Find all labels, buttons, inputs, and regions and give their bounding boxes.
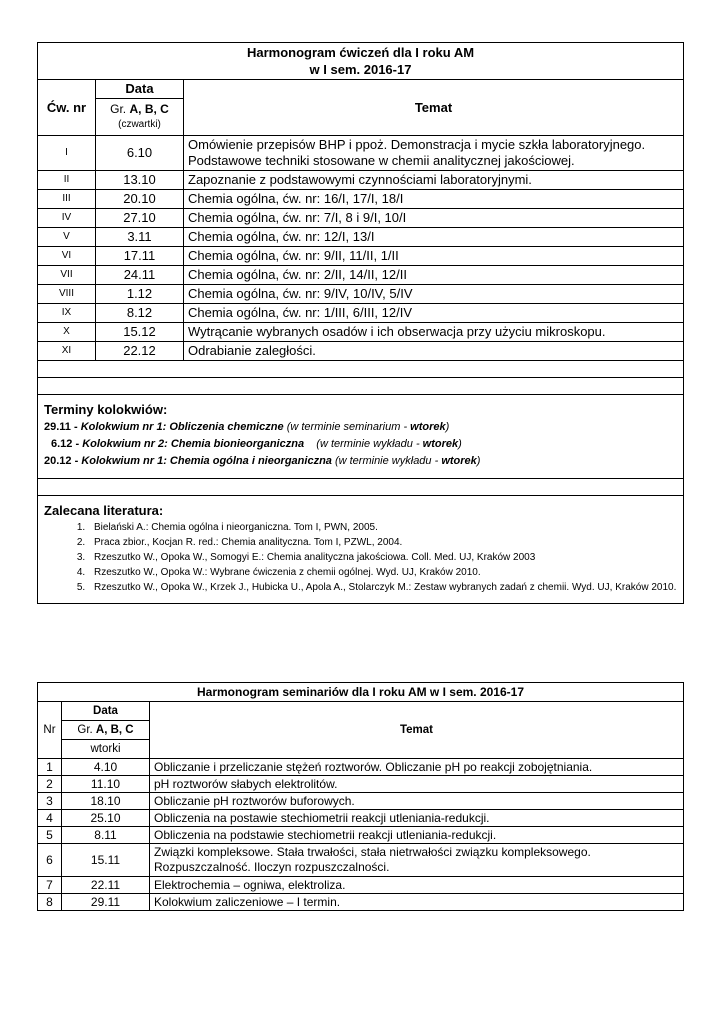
- group-note: (czwartki): [118, 118, 161, 130]
- exercise-row: [38, 247, 684, 266]
- literature-list: [44, 520, 677, 595]
- spacer-row: [38, 361, 684, 378]
- colloquium-item: [44, 453, 677, 470]
- exercise-row: [38, 266, 684, 285]
- exercise-topic: Chemia ogólna, ćw. nr: 12/I, 13/I: [184, 228, 684, 247]
- seminar-date: 8.11: [62, 827, 150, 844]
- colloquium-day: wtorek: [410, 421, 446, 433]
- exercise-nr: XI: [38, 342, 96, 361]
- sem-col-header-weekday: wtorki: [62, 740, 150, 759]
- seminar-nr: 8: [38, 894, 62, 911]
- seminars-rows: [38, 759, 684, 911]
- seminar-nr: 6: [38, 844, 62, 877]
- exercise-row: [38, 304, 684, 323]
- colloquium-note-close: ): [445, 421, 450, 433]
- colloquia-section: [38, 395, 684, 479]
- colloquium-note: (w terminie seminarium -: [283, 421, 411, 433]
- exercise-date: 13.10: [96, 171, 184, 190]
- exercise-nr: VII: [38, 266, 96, 285]
- col-header-nr-label: Ćw. nr: [46, 99, 87, 115]
- exercise-row: [38, 136, 684, 171]
- exercise-date: 6.10: [96, 136, 184, 171]
- seminar-nr: 3: [38, 793, 62, 810]
- seminar-row: [38, 776, 684, 793]
- literature-item: 4. Rzeszutko W., Opoka W.: Wybrane ćwiczenia z chemii ogólnej. Wyd. UJ, Kraków 2010.: [88, 565, 677, 580]
- exercise-row: [38, 209, 684, 228]
- sem-col-header-nr: Nr: [38, 702, 62, 759]
- exercise-nr: IX: [38, 304, 96, 323]
- exercises-schedule-table: [37, 42, 684, 604]
- exercise-topic: Odrabianie zaległości.: [184, 342, 684, 361]
- sem-group-letters: A, B, C: [95, 723, 134, 736]
- exercise-date: 24.11: [96, 266, 184, 285]
- exercise-row: [38, 342, 684, 361]
- seminar-date: 29.11: [62, 894, 150, 911]
- exercises-rows: [38, 136, 684, 361]
- seminar-nr: 1: [38, 759, 62, 776]
- seminar-topic: Obliczenia na podstawie stechiometrii reakcji utleniania-redukcji.: [150, 827, 684, 844]
- seminar-date: 4.10: [62, 759, 150, 776]
- colloquium-dash: -: [71, 455, 82, 467]
- seminar-topic: Obliczanie i przeliczanie stężeń roztworów. Obliczanie pH po reakcji zobojętniania.: [150, 759, 684, 776]
- seminar-date: 25.10: [62, 810, 150, 827]
- spacer-row: [38, 378, 684, 395]
- exercises-title-line2: w I sem. 2016-17: [309, 62, 412, 77]
- colloquium-note: (w terminie wykładu -: [331, 455, 442, 467]
- colloquium-day: wtorek: [441, 455, 477, 467]
- seminar-row: [38, 810, 684, 827]
- seminar-row: [38, 844, 684, 877]
- colloquia-heading: Terminy kolokwiów:: [44, 402, 168, 417]
- exercise-topic: Chemia ogólna, ćw. nr: 16/I, 17/I, 18/I: [184, 190, 684, 209]
- exercise-topic: Wytrącanie wybranych osadów i ich obserwacja przy użyciu mikroskopu.: [184, 323, 684, 342]
- exercise-date: 27.10: [96, 209, 184, 228]
- seminar-topic: Obliczenia na postawie stechiometrii reakcji utleniania-redukcji.: [150, 810, 684, 827]
- exercise-topic: Chemia ogólna, ćw. nr: 7/I, 8 i 9/I, 10/I: [184, 209, 684, 228]
- exercise-nr: VI: [38, 247, 96, 266]
- exercise-row: [38, 190, 684, 209]
- sem-col-header-topic: Temat: [150, 702, 684, 759]
- exercises-title-line1: Harmonogram ćwiczeń dla I roku AM: [246, 45, 475, 60]
- exercise-topic: Chemia ogólna, ćw. nr: 9/II, 11/II, 1/II: [184, 247, 684, 266]
- colloquium-dash: -: [72, 438, 83, 450]
- colloquium-note-close: ): [476, 455, 481, 467]
- seminars-schedule-table: [37, 682, 684, 911]
- seminar-date: 15.11: [62, 844, 150, 877]
- exercise-date: 15.12: [96, 323, 184, 342]
- seminar-date: 18.10: [62, 793, 150, 810]
- seminar-topic: pH roztworów słabych elektrolitów.: [150, 776, 684, 793]
- literature-section: [38, 496, 684, 604]
- seminar-nr: 7: [38, 877, 62, 894]
- colloquium-dash: -: [70, 421, 81, 433]
- sem-col-header-data: Data: [62, 702, 150, 721]
- col-header-nr: [38, 80, 96, 136]
- exercise-nr: VIII: [38, 285, 96, 304]
- colloquium-name: Kolokwium nr 1: Obliczenia chemiczne: [80, 421, 284, 433]
- colloquium-name: Kolokwium nr 2: Chemia bionieorganiczna: [82, 438, 305, 450]
- seminar-nr: 4: [38, 810, 62, 827]
- seminar-row: [38, 894, 684, 911]
- exercise-row: [38, 285, 684, 304]
- exercise-topic: Omówienie przepisów BHP i ppoż. Demonstracja i mycie szkła laboratoryjnego. Podstawowe techniki stosowane w chemii analitycznej jakościowej.: [184, 136, 684, 171]
- seminars-title: Harmonogram seminariów dla I roku AM w I sem. 2016-17: [38, 683, 684, 702]
- colloquium-item: [44, 436, 677, 453]
- colloquium-day: wtorek: [422, 438, 459, 450]
- group-letters: A, B, C: [129, 101, 169, 116]
- colloquium-item: [44, 419, 677, 436]
- seminar-date: 22.11: [62, 877, 150, 894]
- exercise-row: [38, 228, 684, 247]
- sem-col-header-group: [62, 721, 150, 740]
- seminar-row: [38, 827, 684, 844]
- col-header-data: Data: [96, 80, 184, 99]
- colloquium-date: 29.11: [44, 421, 71, 433]
- spacer-row: [38, 479, 684, 496]
- exercise-topic: Chemia ogólna, ćw. nr: 1/III, 6/III, 12/IV: [184, 304, 684, 323]
- literature-item: 2. Praca zbior., Kocjan R. red.: Chemia analityczna. Tom I, PZWL, 2004.: [88, 535, 677, 550]
- literature-item: 1. Bielański A.: Chemia ogólna i nieorganiczna. Tom I, PWN, 2005.: [88, 520, 677, 535]
- exercise-nr: X: [38, 323, 96, 342]
- colloquia-list: [44, 419, 677, 470]
- exercise-nr: I: [38, 136, 96, 171]
- colloquium-note-close: ): [458, 438, 462, 450]
- seminar-topic: Elektrochemia – ogniwa, elektroliza.: [150, 877, 684, 894]
- exercise-row: [38, 171, 684, 190]
- exercise-nr: III: [38, 190, 96, 209]
- exercise-date: 20.10: [96, 190, 184, 209]
- exercise-topic: Chemia ogólna, ćw. nr: 9/IV, 10/IV, 5/IV: [184, 285, 684, 304]
- col-header-group: [96, 99, 184, 136]
- colloquium-date: 6.12: [51, 438, 73, 450]
- seminar-date: 11.10: [62, 776, 150, 793]
- seminar-row: [38, 759, 684, 776]
- exercises-title: [38, 43, 684, 80]
- seminar-nr: 5: [38, 827, 62, 844]
- sem-group-prefix: Gr.: [77, 723, 93, 736]
- exercise-date: 1.12: [96, 285, 184, 304]
- colloquium-date: 20.12: [44, 455, 72, 467]
- seminar-row: [38, 877, 684, 894]
- exercise-date: 3.11: [96, 228, 184, 247]
- exercise-topic: Chemia ogólna, ćw. nr: 2/II, 14/II, 12/II: [184, 266, 684, 285]
- literature-item: 3. Rzeszutko W., Opoka W., Somogyi E.: Chemia analityczna jakościowa. Coll. Med. UJ, Kraków 2003: [88, 550, 677, 565]
- exercise-date: 17.11: [96, 247, 184, 266]
- exercise-nr: II: [38, 171, 96, 190]
- colloquium-note: (w terminie wykładu -: [304, 438, 423, 450]
- literature-item: 5. Rzeszutko W., Opoka W., Krzek J., Hubicka U., Apola A., Stolarczyk M.: Zestaw wybranych zadań z chemii. Wyd. UJ, Kraków 2010.: [88, 580, 677, 595]
- group-prefix: Gr.: [110, 101, 127, 116]
- colloquium-name: Kolokwium nr 1: Chemia ogólna i nieorganiczna: [81, 455, 332, 467]
- seminar-nr: 2: [38, 776, 62, 793]
- seminar-topic: Związki kompleksowe. Stała trwałości, stała nietrwałości związku kompleksowego. Rozpuszczalność. Iloczyn rozpuszczalności.: [150, 844, 684, 877]
- exercise-row: [38, 323, 684, 342]
- seminar-topic: Obliczanie pH roztworów buforowych.: [150, 793, 684, 810]
- exercise-nr: IV: [38, 209, 96, 228]
- seminar-row: [38, 793, 684, 810]
- exercise-nr: V: [38, 228, 96, 247]
- exercise-topic: Zapoznanie z podstawowymi czynnościami laboratoryjnymi.: [184, 171, 684, 190]
- col-header-topic: Temat: [184, 80, 684, 136]
- literature-heading: Zalecana literatura:: [44, 503, 164, 518]
- exercise-date: 8.12: [96, 304, 184, 323]
- exercise-date: 22.12: [96, 342, 184, 361]
- seminar-topic: Kolokwium zaliczeniowe – I termin.: [150, 894, 684, 911]
